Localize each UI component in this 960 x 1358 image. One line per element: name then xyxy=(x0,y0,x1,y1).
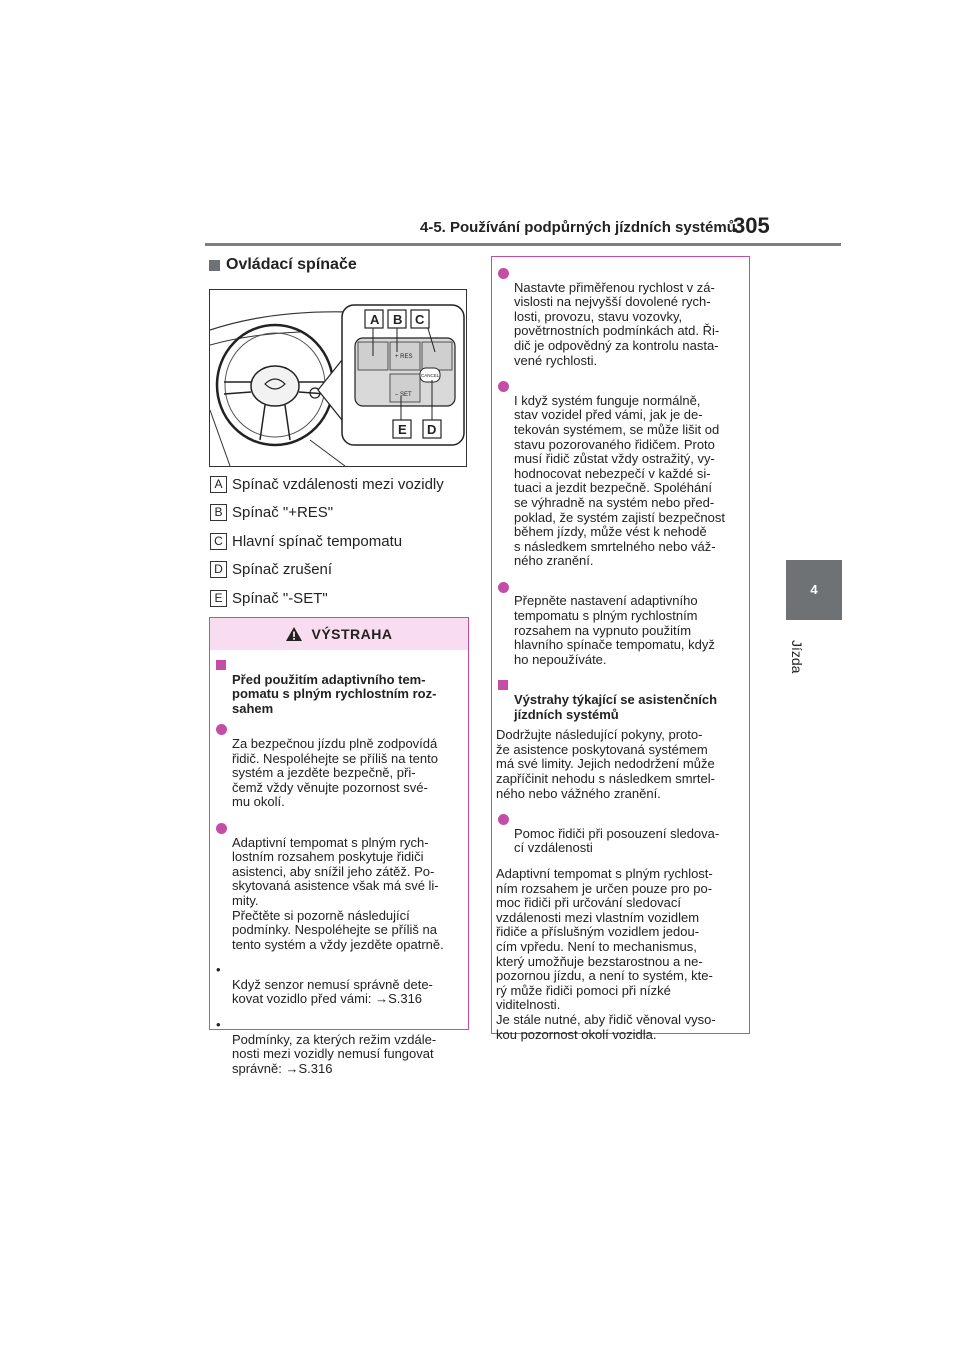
legend-key: D xyxy=(210,561,227,578)
right-paragraph: Dodržujte následující pokyny, proto- že asistence poskytovaná systémem má své limity. Jejich nedodržení může zapříčinit nehodu s následkem smrtel- ného nebo vážného zranění. xyxy=(496,727,715,801)
small-bullet-icon: • xyxy=(216,1017,221,1033)
legend-text: Spínač vzdálenosti mezi vozidly xyxy=(232,475,444,493)
square-bullet-icon xyxy=(498,680,508,690)
right-bullet xyxy=(496,266,748,368)
bullet-dot-icon xyxy=(498,582,509,593)
legend-text: Spínač zrušení xyxy=(232,561,333,579)
callout-d: D xyxy=(427,422,437,437)
right-warning-box xyxy=(491,256,750,1042)
callout-e: E xyxy=(398,422,407,437)
chapter-side-label xyxy=(785,640,805,680)
warning-triangle-icon xyxy=(285,626,303,642)
bullet-dot-icon xyxy=(498,814,509,825)
legend-key: A xyxy=(210,476,227,493)
right-bullet xyxy=(496,580,748,668)
header-divider xyxy=(205,243,841,246)
chapter-side-label-text: Jízda xyxy=(789,640,805,674)
legend-item xyxy=(210,470,470,499)
steering-wheel-figure xyxy=(209,289,467,467)
legend-text: Spínač "-SET" xyxy=(232,589,328,607)
warning-sub-item xyxy=(214,1018,466,1076)
legend-key: E xyxy=(210,590,227,607)
set-switch-label: – SET xyxy=(395,392,412,398)
steering-wheel-illustration xyxy=(210,290,466,466)
square-bullet-icon xyxy=(216,660,226,670)
warning-title: VÝSTRAHA xyxy=(311,626,393,642)
warning-header xyxy=(210,618,468,650)
right-heading-text: Výstrahy týkající se asistenčních jízdních systémů xyxy=(514,692,718,722)
page-number: 305 xyxy=(733,213,770,238)
callout-b: B xyxy=(393,312,403,327)
warning-content xyxy=(214,658,466,1087)
bullet-dot-icon xyxy=(216,724,227,735)
section-title-text: Ovládací spínače xyxy=(226,256,357,273)
right-bullet-text: Přepněte nastavení adaptivního tempomatu s plným rychlostním rozsahem na vypnuto použitím hlavního spínače tempomatu, když ho nepoužíváte. xyxy=(514,593,715,667)
right-bullet xyxy=(496,379,748,569)
right-heading xyxy=(496,678,748,722)
bullet-dot-icon xyxy=(498,268,509,279)
right-bullet xyxy=(496,812,748,856)
warning-bullet xyxy=(214,722,466,810)
section-square-icon xyxy=(209,260,220,271)
legend-item xyxy=(210,527,470,556)
legend-key: C xyxy=(210,533,227,550)
warning-box xyxy=(209,617,469,1076)
warning-heading xyxy=(214,658,466,716)
section-title xyxy=(209,256,357,274)
bullet-dot-icon xyxy=(498,381,509,392)
legend-text: Spínač "+RES" xyxy=(232,504,334,522)
warning-sub-text: Podmínky, za kterých režim vzdále- nosti mezi vozidly nemusí fungovat správně: →S.316 xyxy=(232,1031,437,1076)
legend-key: B xyxy=(210,504,227,521)
legend-item xyxy=(210,499,470,528)
legend-text: Hlavní spínač tempomatu xyxy=(232,532,403,550)
callout-c: C xyxy=(415,312,425,327)
chapter-tab: 4 xyxy=(786,560,842,620)
right-content xyxy=(496,266,748,1053)
right-bullet-text: I když systém funguje normálně, stav vozidel před vámi, jak je de- tekován systémem, se může lišit od stavu pozorovaného řidičem. Proto musí řidič zůstat vždy ostražitý, vy- hodnocovat nebezpečí v každé si- tuaci a jezdit bezpečně. Spoléhání se výhradně na systém nebo před- poklad, že systém zajistí bezpečnost během jízdy, může vést k nehodě s následkem smrtelného nebo váž- ného zranění. xyxy=(514,392,725,569)
warning-heading-text: Před použitím adaptivního tem- pomatu s plným rychlostním roz- sahem xyxy=(232,671,437,716)
warning-bullet-text: Za bezpečnou jízdu plně zodpovídá řidič. Nespoléhejte se příliš na tento systém a jezděte bezpečně, při- čemž vždy věnujte pozornost své- mu okolí. xyxy=(232,735,438,810)
warning-sub-item xyxy=(214,963,466,1007)
small-bullet-icon: • xyxy=(216,962,221,978)
right-paragraph: Adaptivní tempomat s plným rychlost- ním rozsahem je určen pouze pro po- moc řidiči při určování sledovací vzdálenosti mezi vlastním vozidlem řidiče a příslušným vozidlem jedou- cím vpředu. Není to mechanismus, který umožňuje bezstarostnou a ne- pozornou jízdu, a není to systém, kte- rý může řidiči pomoci při nízké viditelnosti. Je stále nutné, aby řidič věnoval vyso- kou pozornost okolí vozidla. xyxy=(496,865,716,1042)
warning-bullet xyxy=(214,821,466,952)
cancel-switch-label: CANCEL xyxy=(421,373,440,378)
legend-item xyxy=(210,584,470,613)
right-bullet-text: Nastavte přiměřenou rychlost v zá- vislosti na nejvyšší dovolené rych- losti, provozu, stavu vozovky, povětrnostních podmínkách atd. Ři- dič je odpovědný za kontrolu nasta- vené rychlosti. xyxy=(514,279,720,368)
callout-a: A xyxy=(370,312,380,327)
right-bullet-text: Pomoc řidiči při posouzení sledova- cí vzdálenosti xyxy=(514,825,720,856)
warning-bullet-text: Adaptivní tempomat s plným rych- lostním rozsahem poskytuje řidiči asistenci, aby snížil jeho zátěž. Po- skytovaná asistence však má své li- mity. Přečtěte si pozorně následující podmínky. Nespoléhejte se příliš na tento systém a vždy jezděte opatrně. xyxy=(232,834,444,952)
res-switch-label: + RES xyxy=(395,354,413,360)
legend-item xyxy=(210,556,470,585)
chapter-section-title: 4-5. Používání podpůrných jízdních systémů xyxy=(420,219,736,236)
switch-legend xyxy=(210,470,470,613)
bullet-dot-icon xyxy=(216,823,227,834)
warning-sub-text: Když senzor nemusí správně dete- kovat vozidlo před vámi: →S.316 xyxy=(232,976,433,1007)
